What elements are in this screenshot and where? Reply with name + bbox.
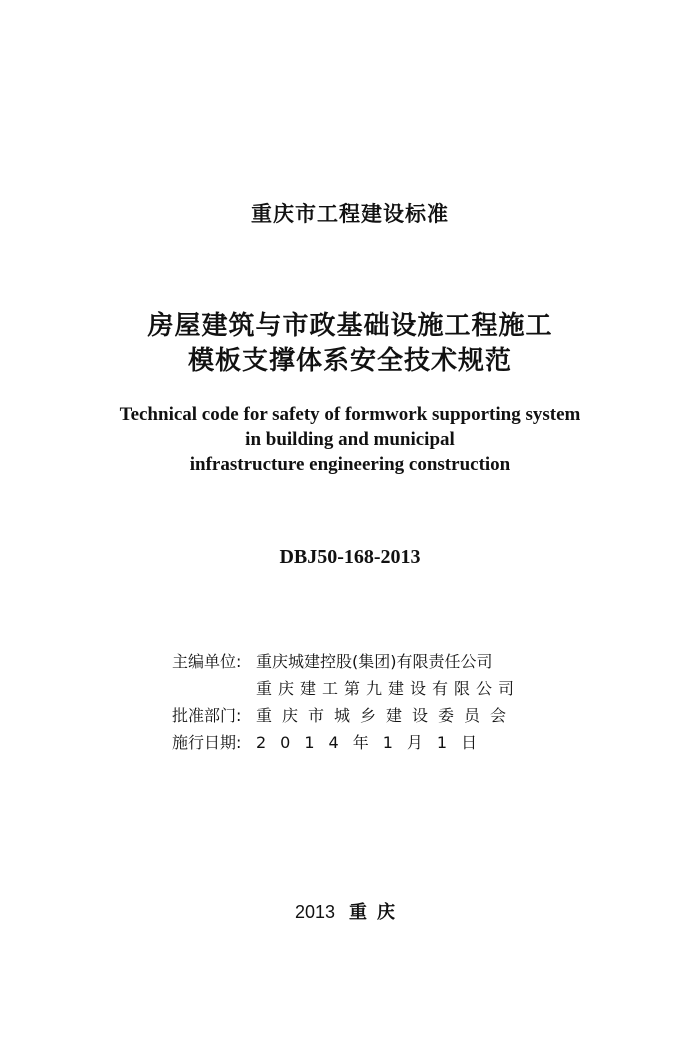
editor-row-2: [172, 675, 520, 702]
effective-date-label: 施行日期:: [172, 733, 242, 752]
approver-row: [172, 702, 520, 729]
standard-series: 重庆市工程建设标准: [251, 202, 449, 226]
title-en-line-1: Technical code for safety of formwork supporting system: [119, 404, 581, 425]
title-cn-line-1: 房屋建筑与市政基础设施工程施工: [147, 311, 553, 341]
editor-label: 主编单位:: [172, 652, 242, 671]
title-en-line-3: infrastructure engineering construction: [189, 454, 511, 475]
title-cn-line-2: 模板支撑体系安全技术规范: [187, 346, 512, 376]
effective-date-row: [172, 729, 520, 756]
footer-city: 重庆: [349, 902, 406, 923]
editor-unit-2: 重庆建工第九建设有限公司: [256, 679, 521, 698]
title-en-line-2: in building and municipal: [245, 429, 455, 450]
publication-info: [172, 648, 520, 756]
footer-year: 2013: [294, 902, 336, 922]
approver-label: 批准部门:: [172, 706, 242, 725]
editor-unit-1: 重庆城建控股(集团)有限责任公司: [256, 652, 493, 671]
footer-imprint: [0, 898, 700, 924]
effective-date-value: 2014年1月1日: [256, 733, 492, 752]
approver-value: 重庆市城乡建设委员会: [256, 706, 517, 725]
standard-code: DBJ50-168-2013: [279, 546, 421, 568]
editor-row: [172, 648, 520, 675]
